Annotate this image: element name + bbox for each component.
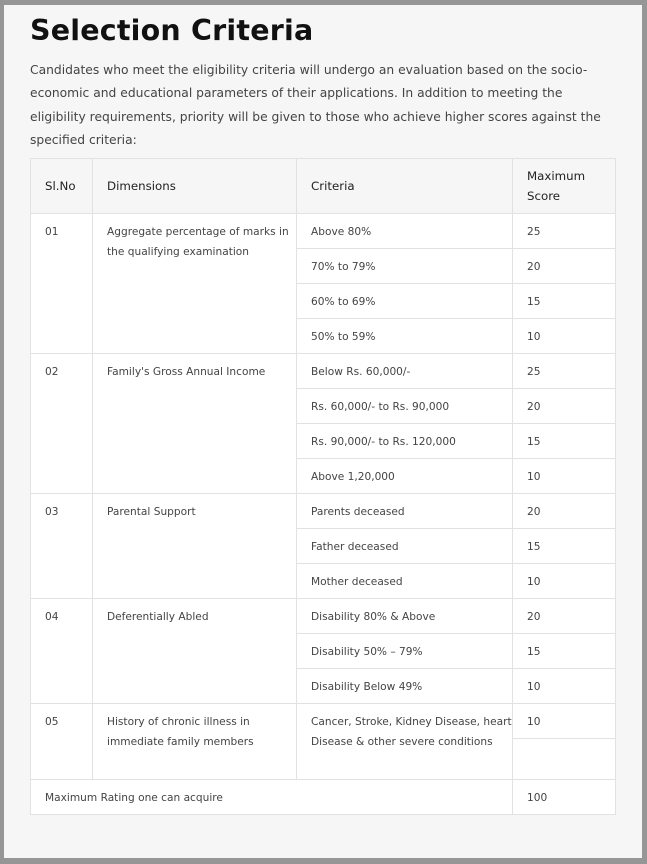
- score-cell: 15: [513, 634, 616, 669]
- score-cell: 10: [513, 319, 616, 354]
- criteria-cell: Father deceased: [297, 529, 513, 564]
- header-criteria: Criteria: [297, 159, 513, 214]
- score-cell: 20: [513, 249, 616, 284]
- score-cell: 15: [513, 529, 616, 564]
- dimension-cell: Aggregate percentage of marks in the qualifying examination: [93, 214, 297, 354]
- score-cell: 10: [513, 704, 616, 739]
- header-max-score: Maximum Score: [513, 159, 616, 214]
- score-cell: 25: [513, 214, 616, 249]
- header-dimensions: Dimensions: [93, 159, 297, 214]
- slno-cell: 02: [31, 354, 93, 494]
- table-row: [31, 214, 616, 249]
- score-cell: 25: [513, 354, 616, 389]
- table-row: [31, 354, 616, 389]
- criteria-cell: 60% to 69%: [297, 284, 513, 319]
- criteria-cell: Above 1,20,000: [297, 459, 513, 494]
- max-rating-total: 100: [513, 780, 616, 815]
- score-cell: 15: [513, 424, 616, 459]
- intro-paragraph: Candidates who meet the eligibility criteria will undergo an evaluation based on the socio-economic and educational parameters of their applications. In addition to meeting the eligibility requirements, priority will be given to those who achieve higher scores against the specified criteria:: [30, 63, 601, 147]
- table-footer-row: [31, 780, 616, 815]
- criteria-cell: Disability 50% – 79%: [297, 634, 513, 669]
- table-header-row: [31, 159, 616, 214]
- score-cell: 20: [513, 494, 616, 529]
- score-cell: 20: [513, 599, 616, 634]
- slno-cell: 03: [31, 494, 93, 599]
- dimension-cell: Family's Gross Annual Income: [93, 354, 297, 494]
- content-panel: [4, 5, 642, 858]
- slno-cell: 01: [31, 214, 93, 354]
- score-cell: 20: [513, 389, 616, 424]
- dimension-cell: Deferentially Abled: [93, 599, 297, 704]
- dimension-cell: History of chronic illness in immediate family members: [93, 704, 297, 780]
- score-cell: 10: [513, 564, 616, 599]
- table-row: [31, 494, 616, 529]
- criteria-cell: Disability Below 49%: [297, 669, 513, 704]
- dimension-cell: Parental Support: [93, 494, 297, 599]
- page-title: Selection Criteria: [30, 14, 314, 47]
- criteria-cell: Disability 80% & Above: [297, 599, 513, 634]
- criteria-cell: Parents deceased: [297, 494, 513, 529]
- slno-cell: 04: [31, 599, 93, 704]
- score-cell: 10: [513, 669, 616, 704]
- score-cell: 15: [513, 284, 616, 319]
- empty-score-cell: [513, 739, 616, 780]
- criteria-cell: Rs. 90,000/- to Rs. 120,000: [297, 424, 513, 459]
- criteria-cell: 50% to 59%: [297, 319, 513, 354]
- header-slno: Sl.No: [31, 159, 93, 214]
- criteria-cell: 70% to 79%: [297, 249, 513, 284]
- criteria-cell: Rs. 60,000/- to Rs. 90,000: [297, 389, 513, 424]
- max-rating-label: Maximum Rating one can acquire: [31, 780, 513, 815]
- criteria-cell: Above 80%: [297, 214, 513, 249]
- criteria-cell: Mother deceased: [297, 564, 513, 599]
- slno-cell: 05: [31, 704, 93, 780]
- table-row: [31, 599, 616, 634]
- criteria-cell: Cancer, Stroke, Kidney Disease, heart Disease & other severe conditions: [297, 704, 513, 780]
- table-row: [31, 704, 616, 739]
- selection-criteria-table: [30, 158, 616, 815]
- criteria-cell: Below Rs. 60,000/-: [297, 354, 513, 389]
- score-cell: 10: [513, 459, 616, 494]
